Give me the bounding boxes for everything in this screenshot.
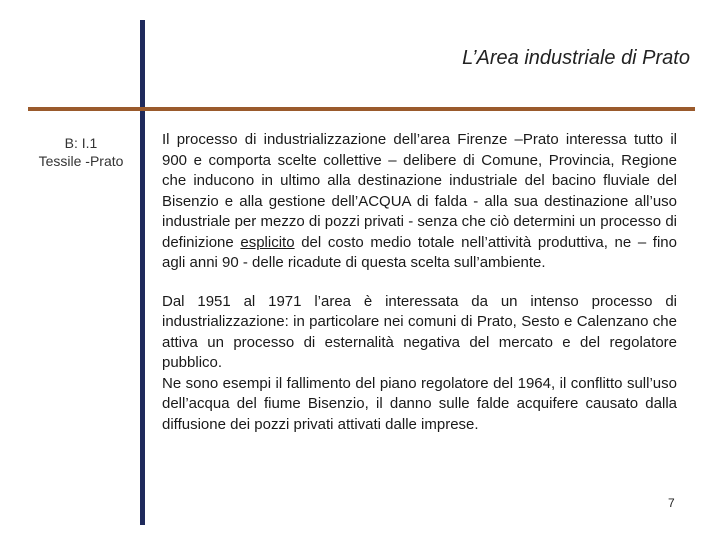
paragraph-1-text-a: Il processo di industrializzazione dell’area Firenze –Prato interessa tutto il 900 e comporta scelte collettive – delibere di Comune, Provincia, Regione che inducono in ultimo alla destinazione industriale del bacino fluviale del Bisenzio e alla gestione dell’ACQUA di falda - alla sua destinazione all’uso industriale per mezzo di pozzi privati - senza che ciò determini un processo di definizione (162, 131, 677, 251)
side-label (22, 134, 140, 170)
paragraph-1-text-b: del costo medio totale nell’attività produttiva, ne – fino agli anni 90 - delle ricadute di questa scelta sull’ambiente. (162, 233, 677, 271)
side-label-topic: Tessile -Prato (38, 153, 124, 169)
page-number: 7 (668, 496, 675, 510)
side-label-code: B: I.1 (64, 135, 98, 151)
body-text (162, 130, 677, 435)
paragraph-2: Dal 1951 al 1971 l’area è interessata da un intenso processo di industrializzazione: in particolare nei comuni di Prato, Sesto e Calenzano che attiva un processo di esternalità negativa del mercato e del regolatore pubblico. (162, 292, 677, 371)
vertical-rule (140, 20, 145, 525)
paragraph-1 (162, 130, 677, 274)
horizontal-rule (28, 107, 695, 111)
underlined-word: esplicito (240, 233, 295, 251)
paragraph-3: Ne sono esempi il fallimento del piano regolatore del 1964, il conflitto sull’uso dell’acqua del fiume Bisenzio, il danno sulle falde acquifere causato dalla diffusione dei pozzi privati attivati dalle imprese. (162, 374, 677, 433)
slide-title: L’Area industriale di Prato (462, 47, 690, 69)
